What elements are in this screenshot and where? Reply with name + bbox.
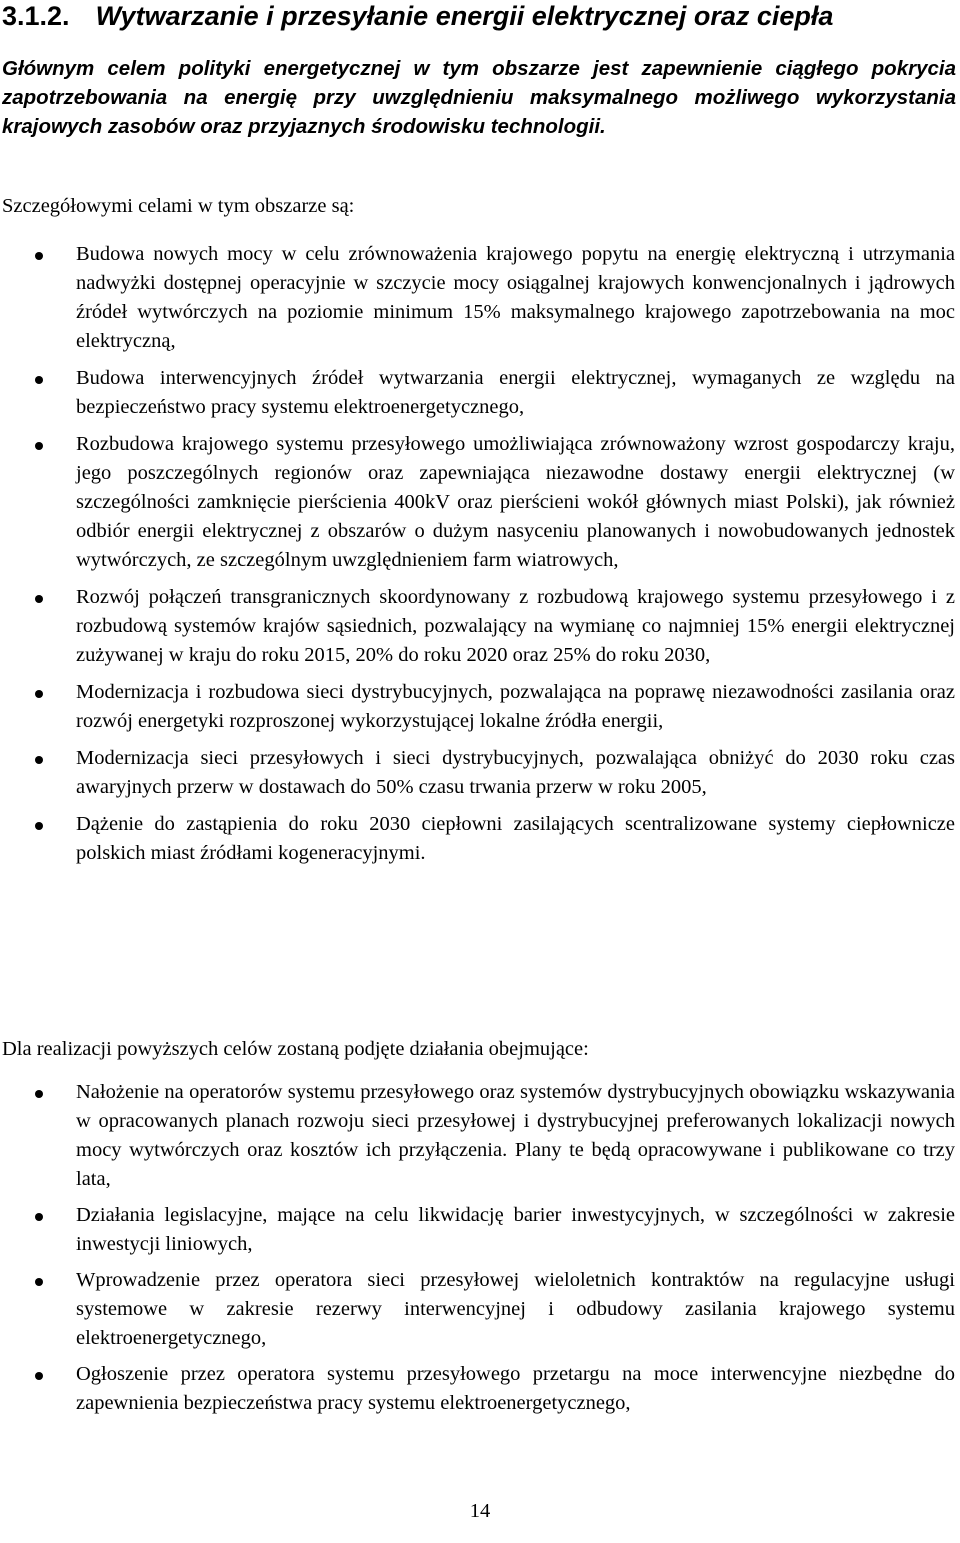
list-item-text: Budowa nowych mocy w celu zrównoważenia krajowego popytu na energię elektryczną i utrzymania nadwyżki dostępnej operacyjnie w szczycie mocy osiągalnej krajowych konwencjonalnych i jądrowych źródeł wytwórczych na poziomie minimum 15% maksymalnego krajowego zapotrzebowania na moc elektryczną, (76, 243, 955, 352)
actions-list (0, 1078, 958, 1418)
list-item-text: Nałożenie na operatorów systemu przesyłowego oraz systemów dystrybucyjnych obowiązku wskazywania w opracowanych planach rozwoju sieci przesyłowej i dystrybucyjnej preferowanych lokalizacji nowych mocy wytwórczych oraz kosztów ich przyłączenia. Plany te będą opracowywane i publikowane co trzy lata, (76, 1081, 955, 1190)
list-item (0, 240, 958, 356)
lead-paragraph: Głównym celem polityki energetycznej w tym obszarze jest zapewnienie ciągłego pokrycia zapotrzebowania na energię przy uwzględnieniu maksymalnego możliwego wykorzystania krajowych zasobów oraz przyjaznych środowisku technologii. (2, 57, 956, 138)
actions-intro: Dla realizacji powyższych celów zostaną podjęte działania obejmujące: (2, 1038, 589, 1060)
goals-intro: Szczegółowymi celami w tym obszarze są: (2, 195, 355, 217)
list-item-text: Rozbudowa krajowego systemu przesyłowego umożliwiająca zrównoważony wzrost gospodarczy kraju, jego poszczególnych regionów oraz zapewniająca niezawodne dostawy energii elektrycznej (w szczególności zamknięcie pierścienia 400kV oraz pierścieni wokół głównych miast Polski), jak również odbiór energii elektrycznej z obszarów o dużym nasyceniu planowanych i nowobudowanych jednostek wytwórczych, ze szczególnym uwzględnieniem farm wiatrowych, (76, 433, 955, 571)
list-item (0, 1201, 958, 1259)
list-item-text: Rozwój połączeń transgranicznych skoordynowany z rozbudową krajowego systemu przesyłowego i z rozbudową systemów krajów sąsiednich, pozwalający na wymianę co najmniej 15% energii elektrycznej zużywanej w kraju do roku 2015, 20% do roku 2020 oraz 25% do roku 2030, (76, 586, 955, 666)
bullet-icon (35, 252, 43, 260)
list-item-text: Modernizacja sieci przesyłowych i sieci dystrybucyjnych, pozwalająca obniżyć do 2030 roku czas awaryjnych przerw w dostawach do 50% czasu trwania przerw w roku 2005, (76, 747, 955, 798)
list-item (0, 583, 958, 670)
section-number: 3.1.2. (2, 1, 70, 31)
list-item (0, 810, 958, 868)
list-item-text: Modernizacja i rozbudowa sieci dystrybucyjnych, pozwalająca na poprawę niezawodności zasilania oraz rozwój energetyki rozproszonej wykorzystującej lokalne źródła energii, (76, 681, 955, 732)
bullet-icon (35, 442, 43, 450)
list-item-text: Dążenie do zastąpienia do roku 2030 ciepłowni zasilających scentralizowane systemy ciepłownicze polskich miast źródłami kogeneracyjnymi. (76, 813, 955, 864)
bullet-icon (35, 1090, 43, 1098)
goals-list (0, 240, 958, 868)
bullet-icon (35, 690, 43, 698)
bullet-icon (35, 756, 43, 764)
bullet-icon (35, 1372, 43, 1380)
list-item (0, 744, 958, 802)
section-title: Wytwarzanie i przesyłanie energii elektrycznej oraz ciepła (95, 1, 834, 31)
bullet-icon (35, 1278, 43, 1286)
bullet-icon (35, 376, 43, 384)
list-item (0, 1360, 958, 1418)
list-item-text: Działania legislacyjne, mające na celu likwidację barier inwestycyjnych, w szczególności w zakresie inwestycji liniowych, (76, 1204, 955, 1255)
bullet-icon (35, 595, 43, 603)
list-item (0, 430, 958, 575)
page-number: 14 (469, 1500, 491, 1522)
list-item (0, 678, 958, 736)
list-item-text: Wprowadzenie przez operatora sieci przesyłowej wieloletnich kontraktów na regulacyjne usługi systemowe w zakresie rezerwy interwencyjnej i odbudowy zasilania krajowego systemu elektroenergetycznego, (76, 1269, 955, 1349)
list-item (0, 364, 958, 422)
list-item-text: Ogłoszenie przez operatora systemu przesyłowego przetargu na moce interwencyjne niezbędne do zapewnienia bezpieczeństwa pracy systemu elektroenergetycznego, (76, 1363, 955, 1414)
list-item (0, 1266, 958, 1353)
section-heading (2, 0, 958, 32)
bullet-icon (35, 822, 43, 830)
bullet-icon (35, 1213, 43, 1221)
list-item (0, 1078, 958, 1194)
list-item-text: Budowa interwencyjnych źródeł wytwarzania energii elektrycznej, wymaganych ze względu na bezpieczeństwo pracy systemu elektroenergetycznego, (76, 367, 955, 418)
